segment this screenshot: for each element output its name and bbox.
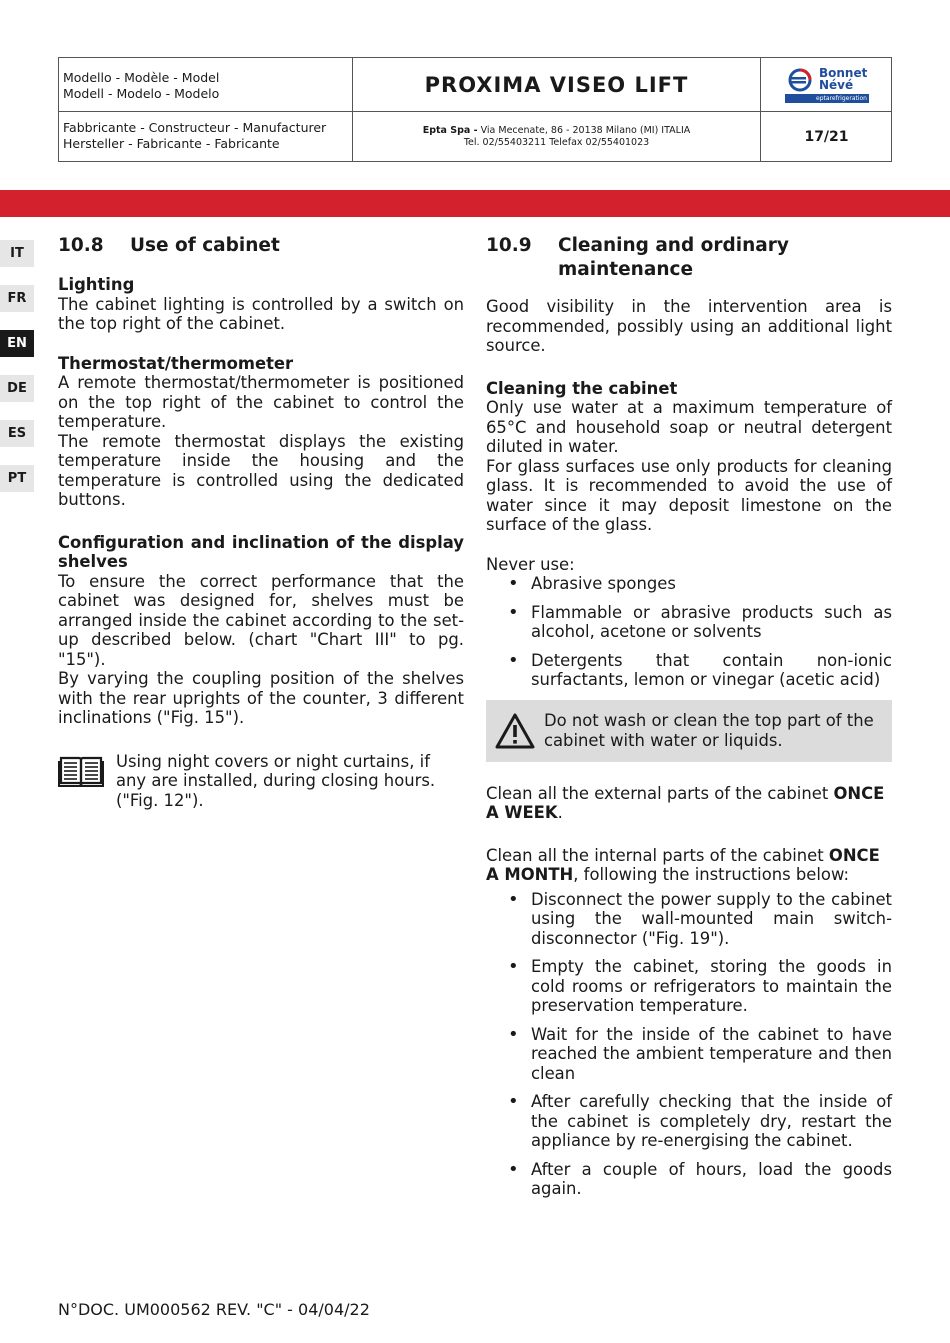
brand-logo [761, 58, 892, 112]
model-label: Modello - Modèle - Model Modell - Modelo - Modelo [59, 58, 353, 112]
cleaning-text-1: Only use water at a maximum temperature of 65°C and household soap or neutral detergent diluted in water. [486, 398, 892, 456]
config-text-2: By varying the coupling position of the shelves with the rear uprights of the counter, 3 different inclinations ("Fig. 15"). [58, 669, 464, 727]
manufacturer-label: Fabbricante - Constructeur - Manufacturer Hersteller - Fabricante - Fabricante [59, 112, 353, 162]
config-heading: Configuration and inclination of the display shelves [58, 532, 464, 571]
thermostat-heading: Thermostat/thermometer [58, 353, 294, 373]
list-item: • Empty the cabinet, storing the goods in cold rooms or refrigerators to maintain the preservation temperature. [508, 957, 892, 1016]
red-divider-bar [0, 190, 950, 217]
list-item: • Wait for the inside of the cabinet to have reached the ambient temperature and then clean [508, 1025, 892, 1084]
manufacturer-address: Epta Spa - Via Mecenate, 86 - 20138 Milano (MI) ITALIA Tel. 02/55403211 Telefax 02/55401023 [353, 112, 761, 162]
warning-text: Do not wash or clean the top part of the cabinet with water or liquids. [544, 711, 874, 750]
thermostat-text-1: A remote thermostat/thermometer is positioned on the top right of the cabinet to control the temperature. [58, 373, 464, 431]
monthly-instruction: Clean all the internal parts of the cabinet ONCE A MONTH, following the instructions below: [486, 845, 880, 884]
logo-text-neve: Névé [819, 78, 854, 92]
monthly-steps-list [508, 890, 892, 1199]
lang-tab-fr[interactable]: FR [0, 285, 34, 312]
list-item: • After a couple of hours, load the goods again. [508, 1160, 892, 1199]
lang-tab-pt[interactable]: PT [0, 465, 34, 492]
lighting-heading: Lighting [58, 275, 135, 294]
section-use-of-cabinet [58, 234, 464, 810]
thermostat-text-2: The remote thermostat displays the existing temperature inside the housing and the temperature is controlled using the dedicated buttons. [58, 431, 464, 509]
document-footer: N°DOC. UM000562 REV. "C" - 04/04/22 [58, 1300, 370, 1319]
list-item: • After carefully checking that the inside of the cabinet is completely dry, restart the appliance by re-energising the cabinet. [508, 1092, 892, 1151]
config-text-1: To ensure the correct performance that the cabinet was designed for, shelves must be arranged inside the cabinet according to the set-up described below. (chart "Chart III" to pg. "15"). [58, 571, 464, 669]
book-icon [58, 754, 104, 788]
document-header [58, 57, 892, 162]
manual-note [58, 752, 464, 811]
logo-subtext: eptarefrigeration [785, 94, 869, 103]
warning-box [486, 700, 892, 762]
section-cleaning [486, 234, 892, 1208]
section-heading: 10.9 Cleaning and ordinary maintenance [486, 235, 789, 280]
section-heading: 10.8 Use of cabinet [58, 235, 280, 256]
logo-mark-icon [785, 67, 817, 93]
never-use-label: Never use: [486, 554, 575, 574]
lang-tab-en[interactable]: EN [0, 330, 34, 357]
cleaning-intro: Good visibility in the intervention area is recommended, possibly using an additional light source. [486, 297, 892, 355]
document-title: PROXIMA VISEO LIFT [353, 58, 761, 112]
logo-text-bonnet: Bonnet [819, 66, 868, 80]
cleaning-heading: Cleaning the cabinet [486, 378, 678, 398]
never-use-list [508, 574, 892, 690]
lang-tab-de[interactable]: DE [0, 375, 34, 402]
lang-tab-es[interactable]: ES [0, 420, 34, 447]
note-text: Using night covers or night curtains, if any are installed, during closing hours. ("Fig. 12"). [116, 751, 436, 810]
lighting-text: The cabinet lighting is controlled by a switch on the top right of the cabinet. [58, 294, 464, 333]
weekly-instruction: Clean all the external parts of the cabinet ONCE A WEEK. [486, 783, 885, 822]
cleaning-text-2: For glass surfaces use only products for cleaning glass. It is recommended to avoid the use of water since it may deposit limestone on the surface of the glass. [486, 456, 892, 534]
list-item: • Abrasive sponges [508, 574, 892, 594]
lang-tab-it[interactable]: IT [0, 240, 34, 267]
list-item: • Disconnect the power supply to the cabinet using the wall-mounted main switch-disconnector ("Fig. 19"). [508, 890, 892, 949]
list-item: • Flammable or abrasive products such as alcohol, acetone or solvents [508, 603, 892, 642]
warning-icon [494, 712, 536, 750]
page-number: 17/21 [804, 129, 849, 145]
list-item: • Detergents that contain non-ionic surfactants, lemon or vinegar (acetic acid) [508, 651, 892, 690]
